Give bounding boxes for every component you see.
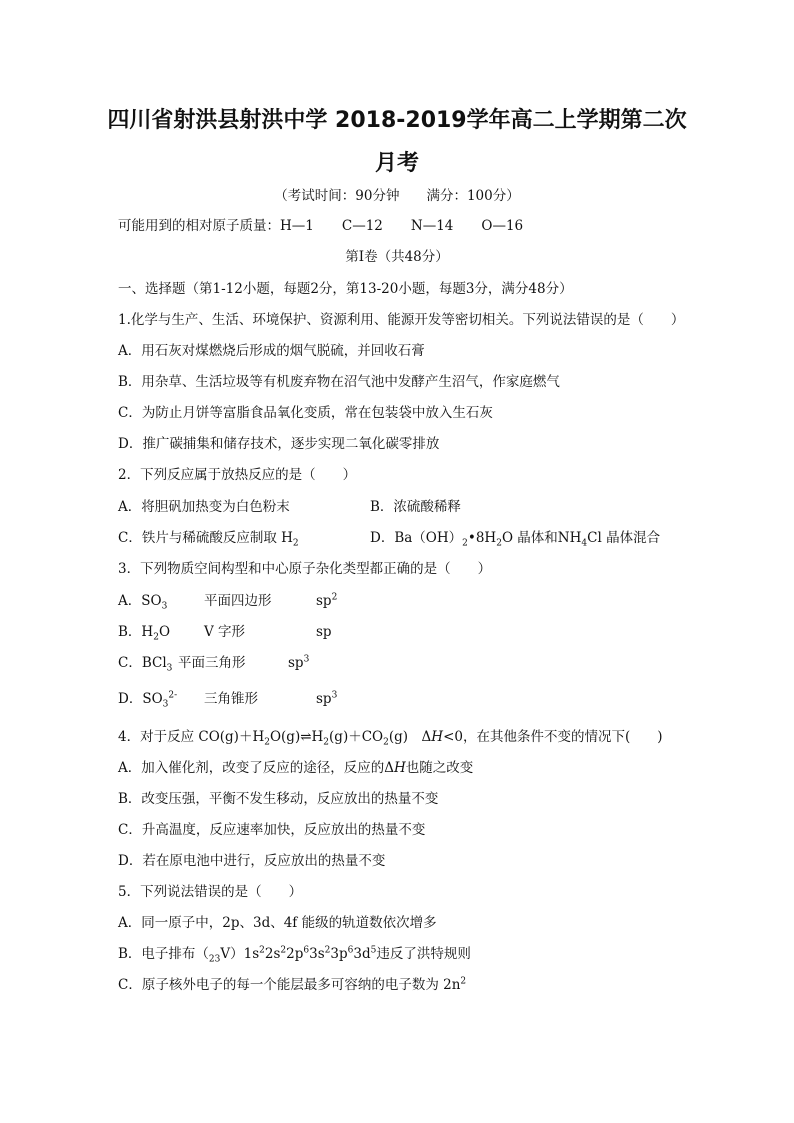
q3-d-sup: 2- bbox=[168, 690, 178, 701]
atomic-mass-o: O—16 bbox=[481, 218, 524, 234]
q4-stem-p5: <0，在其他条件不变的情况下( ) bbox=[443, 729, 663, 745]
q4-stem-s3: 2 bbox=[383, 737, 389, 748]
q4-stem-s1: 2 bbox=[264, 737, 270, 748]
q2-option-b: B．浓硫酸稀释 bbox=[370, 499, 461, 515]
q5-b-p2: V）1s bbox=[220, 946, 260, 962]
q3-c-hybrid bbox=[288, 654, 309, 672]
q2-d-part1: D．Ba（OH） bbox=[370, 530, 463, 546]
q5-c-sup: 2 bbox=[460, 976, 467, 987]
q3-option-b bbox=[118, 623, 170, 641]
q4-stem-p2: O(g)⇌H bbox=[269, 729, 324, 745]
q3-c-label: C．BCl bbox=[118, 655, 167, 671]
q3-d-shape: 三角锥形 bbox=[204, 691, 258, 707]
q4-option-c: C．升高温度，反应速率加快，反应放出的热量不变 bbox=[118, 822, 426, 838]
q2-d-sub1: 2 bbox=[462, 538, 468, 549]
q2-d-part4: Cl 晶体混合 bbox=[587, 530, 661, 546]
q2-d-sub3: 4 bbox=[581, 538, 588, 549]
q5-b-p4: 2p bbox=[286, 946, 304, 962]
q3-c-shape: 平面三角形 bbox=[178, 655, 246, 671]
atomic-mass-h: H—1 bbox=[280, 218, 314, 234]
volume-heading: 第Ⅰ卷（共48分） bbox=[345, 249, 449, 265]
q3-a-sub: 3 bbox=[161, 601, 168, 612]
q3-a-label: A．SO bbox=[118, 593, 162, 609]
q3-c-hyb-text: sp bbox=[288, 655, 304, 671]
q2-option-a: A．将胆矾加热变为白色粉末 bbox=[118, 499, 290, 515]
q3-b-sub: 2 bbox=[153, 632, 159, 643]
q3-a-hybrid bbox=[316, 592, 337, 610]
q3-a-hyb-sup: 2 bbox=[331, 592, 338, 603]
q4-stem-p3: (g)＋CO bbox=[329, 729, 384, 745]
q4-a-h: H bbox=[394, 760, 406, 776]
q3-b-hybrid: sp bbox=[316, 624, 332, 640]
q5-stem: 5．下列说法错误的是（ ） bbox=[118, 884, 303, 900]
q3-b-label2: O bbox=[158, 624, 171, 640]
q2-option-d bbox=[370, 529, 660, 547]
q3-d-hyb-sup: 3 bbox=[331, 690, 338, 701]
q4-option-d: D．若在原电池中进行，反应放出的热量不变 bbox=[118, 853, 386, 869]
q3-a-hyb-text: sp bbox=[316, 593, 332, 609]
q4-stem-h: H bbox=[431, 729, 444, 745]
q4-stem bbox=[118, 728, 663, 746]
q2-stem: 2．下列反应属于放热反应的是（ ） bbox=[118, 467, 357, 483]
section-heading: 一、选择题（第1-12小题，每题2分，第13-20小题，每题3分，满分48分） bbox=[118, 281, 573, 297]
q3-stem: 3．下列物质空间构型和中心原子杂化类型都正确的是（ ） bbox=[118, 561, 492, 577]
atomic-mass-line bbox=[118, 217, 523, 235]
q4-a-p1: A．加入催化剂，改变了反应的途径，反应的Δ bbox=[118, 760, 394, 776]
q1-option-a: A．用石灰对煤燃烧后形成的烟气脱硫，并回收石膏 bbox=[118, 343, 425, 359]
q5-b-p5: 3s bbox=[309, 946, 325, 962]
atomic-mass-n: N—14 bbox=[410, 218, 454, 234]
q5-b-e1: 2 bbox=[259, 945, 265, 956]
q1-stem: 1.化学与生产、生活、环境保护、资源利用、能源开发等密切相关。下列说法错误的是（ ） bbox=[118, 312, 685, 328]
atomic-mass-c: C—12 bbox=[341, 218, 383, 234]
q3-option-d bbox=[118, 690, 177, 708]
q3-d-hyb-text: sp bbox=[316, 691, 332, 707]
q5-b-e4: 2 bbox=[324, 945, 331, 956]
q3-c-sub: 3 bbox=[166, 663, 173, 674]
atomic-mass-label: 可能用到的相对原子质量： bbox=[118, 218, 280, 234]
q2-d-sub2: 2 bbox=[496, 538, 502, 549]
q2-option-c-sub: 2 bbox=[292, 538, 299, 549]
q5-option-c bbox=[118, 976, 466, 994]
exam-info: （考试时间：90分钟 满分：100分） bbox=[274, 188, 520, 204]
exam-title-line2: 月考 bbox=[374, 151, 419, 176]
q5-b-p6: 3p bbox=[330, 946, 348, 962]
q5-option-b bbox=[118, 945, 471, 963]
q3-c-hyb-sup: 3 bbox=[303, 654, 310, 665]
q3-d-label: D．SO bbox=[118, 691, 163, 707]
q5-b-e2: 2 bbox=[280, 945, 287, 956]
q5-b-p1: B．电子排布（ bbox=[118, 946, 209, 962]
q4-stem-p1: 4．对于反应 CO(g)＋H bbox=[118, 729, 265, 745]
q2-d-part3: O 晶体和NH bbox=[501, 530, 582, 546]
q2-option-c-text: C．铁片与稀硫酸反应制取 H bbox=[118, 530, 293, 546]
q4-stem-s2: 2 bbox=[323, 737, 330, 748]
q5-b-e3: 6 bbox=[303, 945, 310, 956]
q5-b-p8: 违反了洪特规则 bbox=[376, 946, 471, 962]
q5-c-p1: C．原子核外电子的每一个能层最多可容纳的电子数为 2n bbox=[118, 977, 461, 993]
q3-b-shape: V 字形 bbox=[204, 624, 246, 640]
q5-b-sub: 23 bbox=[208, 954, 221, 965]
q5-b-e5: 6 bbox=[347, 945, 354, 956]
q5-b-e6: 5 bbox=[370, 945, 377, 956]
q5-b-p7: 3d bbox=[353, 946, 371, 962]
q5-b-p3: 2s bbox=[264, 946, 281, 962]
q3-d-sub: 3 bbox=[162, 699, 169, 710]
q4-option-a bbox=[118, 759, 473, 777]
q3-option-a bbox=[118, 592, 167, 610]
q3-option-c bbox=[118, 654, 172, 672]
q1-option-d: D．推广碳捕集和储存技术，逐步实现二氧化碳零排放 bbox=[118, 436, 440, 452]
q4-a-p2: 也随之改变 bbox=[405, 760, 474, 776]
q3-b-label: B．H bbox=[118, 624, 154, 640]
q5-option-a: A．同一原子中，2p、3d、4f 能级的轨道数依次增多 bbox=[118, 915, 437, 931]
q4-option-b: B．改变压强，平衡不发生移动，反应放出的热量不变 bbox=[118, 791, 439, 807]
exam-title: 四川省射洪县射洪中学 2018-2019学年高二上学期第二次 bbox=[107, 108, 687, 133]
q2-option-c bbox=[118, 529, 299, 547]
q2-d-part2: •8H bbox=[467, 530, 497, 546]
q3-d-hybrid bbox=[316, 690, 337, 708]
q4-stem-p4: (g) Δ bbox=[388, 729, 432, 745]
q1-option-b: B．用杂草、生活垃圾等有机废弃物在沼气池中发酵产生沼气，作家庭燃气 bbox=[118, 374, 560, 390]
q3-a-shape: 平面四边形 bbox=[204, 593, 272, 609]
q1-option-c: C．为防止月饼等富脂食品氧化变质，常在包装袋中放入生石灰 bbox=[118, 405, 493, 421]
